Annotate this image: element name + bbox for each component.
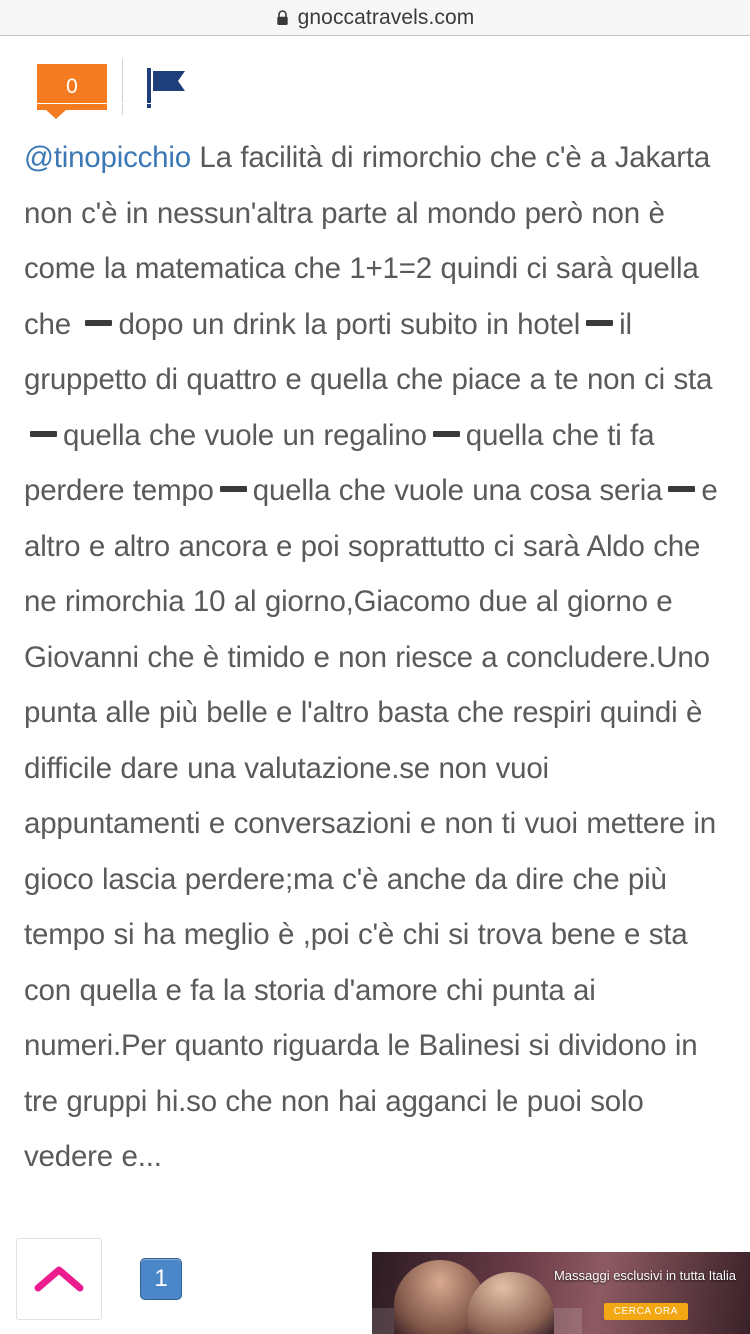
post-segment-2: dopo un drink la porti subito in hotel bbox=[118, 307, 581, 341]
dash-separator-icon bbox=[220, 486, 247, 492]
post-toolbar bbox=[0, 37, 750, 98]
user-mention-link[interactable]: @tinopicchio bbox=[24, 141, 191, 174]
chevron-up-icon bbox=[34, 1263, 84, 1295]
dash-separator-icon bbox=[586, 320, 613, 326]
url-text: gnoccatravels.com bbox=[297, 5, 475, 29]
post-segment-1: La facilità di rimorchio che c'è a Jakarta non c'è in nessun'altra parte al mondo però non è come la matematica che 1+1=2 quindi ci sarà quella che bbox=[24, 141, 711, 341]
toolbar-separator bbox=[0, 103, 750, 104]
browser-url-bar[interactable] bbox=[0, 0, 750, 36]
post-segment-6: quella che vuole una cosa seria bbox=[252, 474, 663, 507]
ad-banner[interactable] bbox=[372, 1252, 750, 1334]
lock-icon bbox=[276, 10, 289, 26]
post-segment-5: quella che ti fa perdere tempo bbox=[24, 418, 655, 507]
dash-separator-icon bbox=[85, 320, 112, 326]
post-segment-7: e altro e altro ancora e poi soprattutto ci sarà Aldo che ne rimorchia 10 al giorno,Giacomo due al giorno e Giovanni che è timido e non riesce a concludere.Uno punta alle più belle e l'altro basta che respiri quindi è difficile dare una valutazione.se non vuoi appuntamenti e conversazioni e non ti vuoi mettere in gioco lascia perdere;ma c'è anche da dire che più tempo si ha meglio è ,poi c'è chi si trova bene e sta con quella e fa la storia d'amore chi punta ai numeri.Per quanto riguarda le Balinesi si dividono in tre gruppi hi.so che non hai agganci le puoi solo vedere e... bbox=[24, 474, 718, 1173]
dash-separator-icon bbox=[668, 486, 695, 492]
ad-headline: Massaggi esclusivi in tutta Italia bbox=[553, 1268, 737, 1283]
ad-cta-button[interactable]: CERCA ORA bbox=[604, 1303, 688, 1320]
scroll-to-top-button[interactable] bbox=[16, 1238, 102, 1320]
post-text bbox=[24, 130, 730, 1185]
post-segment-4: quella che vuole un regalino bbox=[63, 418, 427, 452]
post-segment-3: il gruppetto di quattro e quella che piace a te non ci sta bbox=[24, 307, 713, 396]
page-number-badge[interactable]: 1 bbox=[140, 1258, 182, 1300]
like-count-value: 0 bbox=[66, 75, 78, 98]
dash-separator-icon bbox=[30, 431, 57, 437]
flag-icon[interactable] bbox=[145, 68, 189, 108]
url-bar-content bbox=[276, 6, 475, 30]
ad-image-figure-b bbox=[468, 1272, 554, 1334]
dash-separator-icon bbox=[433, 431, 460, 437]
toolbar-divider bbox=[122, 59, 123, 115]
